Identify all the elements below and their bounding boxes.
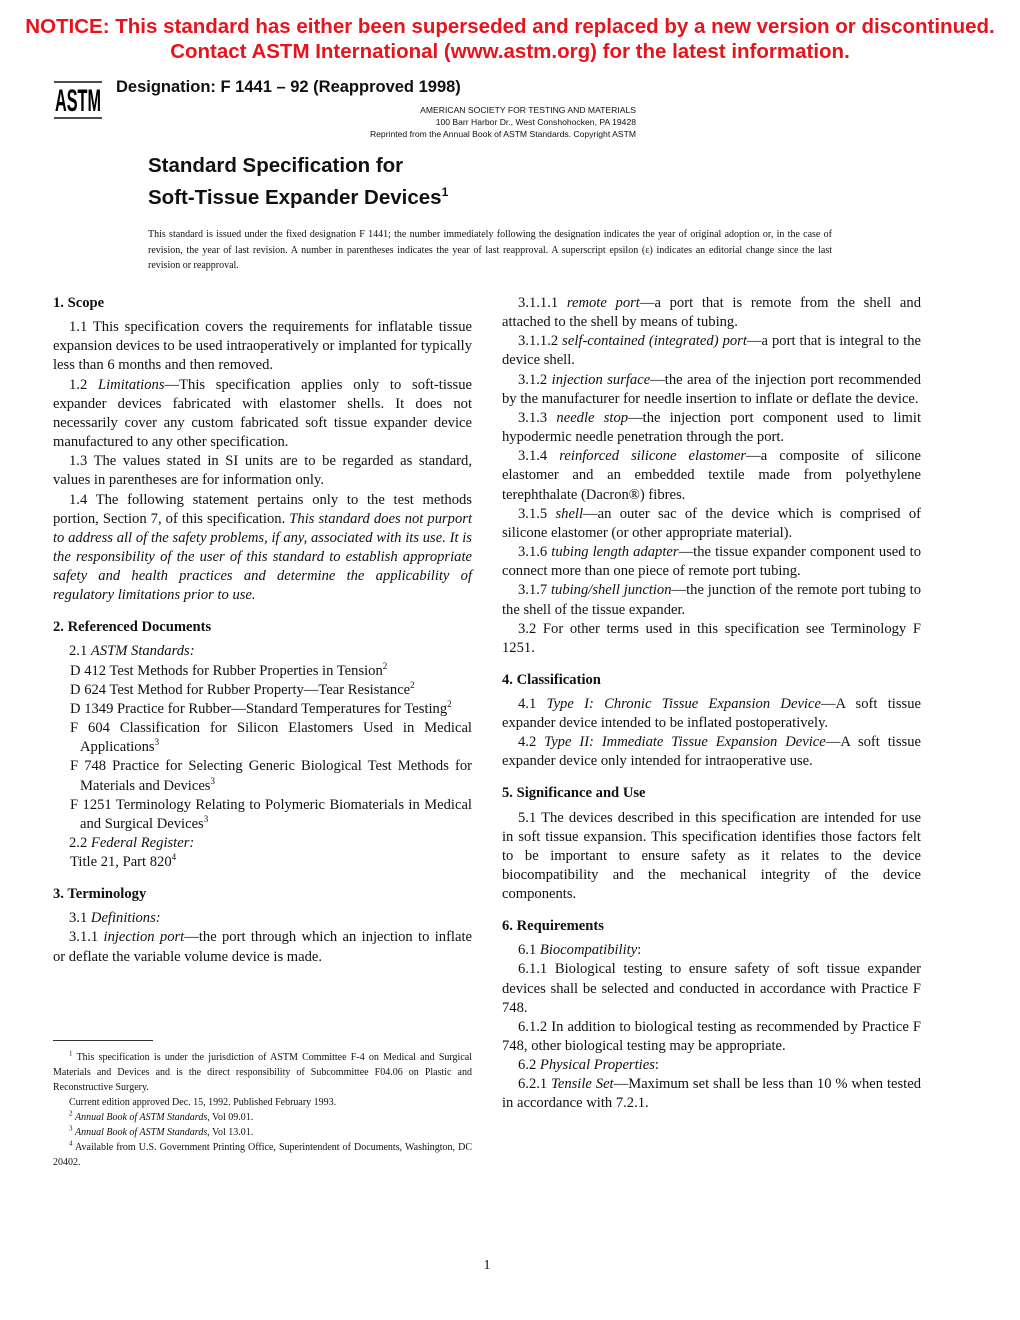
definition-3-1-3: 3.1.3 needle stop—the injection port component used to limit hypodermic needle penetration through the port. xyxy=(502,409,921,446)
reprint-note: Reprinted from the Annual Book of ASTM Standards. Copyright ASTM xyxy=(369,129,636,140)
definition-3-1-1-2: 3.1.1.2 self-contained (integrated) port—a port that is integral to the device shell. xyxy=(502,333,921,369)
definition-3-1-6: 3.1.6 tubing length adapter—the tissue expander component used to connect more than one piece of remote port tubing. xyxy=(502,544,921,580)
reference-title-21: Title 21, Part $820^4$ xyxy=(70,852,177,871)
designation: Designation: F 1441 – 92 (Reapproved 1998) xyxy=(116,78,461,96)
paragraph-3-1: 3.1 Definitions: xyxy=(69,910,161,927)
section-heading-significance: 5. Significance and Use xyxy=(502,785,646,802)
footnote-4: $^4$ Available from U.S. Government Printing Office, Superintendent of Documents, Washington, DC 20402. xyxy=(53,1139,473,1168)
paragraph-6-2: 6.2 Physical Properties: xyxy=(518,1057,659,1074)
paragraph-6-1-2: 6.1.2 In addition to biological testing as recommended by Practice F 748, other biological testing may be appropriate. xyxy=(502,1018,921,1055)
paragraph-3-2: 3.2 For other terms used in this specification see Terminology F 1251. xyxy=(502,620,921,656)
section-heading-referenced-documents: 2. Referenced Documents xyxy=(53,619,212,636)
definition-3-1-4: 3.1.4 reinforced silicone elastomer—a composite of silicone elastomer and an embedded textile made from polyethylene terephthalate (Dacron®) fibres. xyxy=(502,448,921,503)
definition-3-1-7: 3.1.7 tubing/shell junction—the junction of the remote port tubing to the shell of the tissue expander. xyxy=(502,582,921,618)
notice-line-2: Contact ASTM International (www.astm.org) for the latest information. xyxy=(170,40,850,63)
paragraph-5-1: 5.1 The devices described in this specification are intended for use in soft tissue expansion. This specification identifies those factors felt to be important to ensure safety as it relates to the device biocompatibility and the mechanical integrity of the device components. xyxy=(502,809,921,903)
title-line-2: Soft-Tissue Expander Devices xyxy=(148,185,442,209)
paragraph-4-2: 4.2 Type II: Immediate Tissue Expansion Device—A soft tissue expander device only intended for intraoperative use. xyxy=(502,734,921,770)
publisher-name: AMERICAN SOCIETY FOR TESTING AND MATERIALS xyxy=(420,105,636,115)
section-heading-terminology: 3. Terminology xyxy=(53,886,147,903)
paragraph-6-1: 6.1 Biocompatibility: xyxy=(518,942,642,959)
publisher-block xyxy=(300,104,636,141)
paragraph-1-3: 1.3 The values stated in SI units are to be regarded as standard, values in parentheses are for information only. xyxy=(53,453,472,489)
paragraph-1-1: 1.1 This specification covers the requirements for inflatable tissue expansion devices to be used intraoperatively or implanted for typically less than 6 months and then removed. xyxy=(53,319,472,374)
logo-text: ASTM xyxy=(54,83,101,118)
definition-3-1-5: 3.1.5 shell—an outer sac of the device which is comprised of silicone elastomer (or other appropriate material). xyxy=(502,505,921,541)
section-heading-classification: 4. Classification xyxy=(502,671,601,688)
right-column xyxy=(502,294,921,1114)
section-heading-requirements: 6. Requirements xyxy=(502,918,604,935)
astm-logo xyxy=(52,80,104,120)
paragraph-2-1: 2.1 ASTM Standards: xyxy=(69,643,195,660)
reference-item: F 1251 Terminology Relating to Polymeric Biomaterials in Medical and Surgical Devices$^3$ xyxy=(70,796,472,832)
paragraph-1-4: 1.4 The following statement pertains only to the test methods portion, Section 7, of this specification. This standard does not purport to address all of the safety problems, if any, associated with its use. It is the responsibility of the user of this standard to establish appropriate safety and health practices and determine the applicability of regulatory limitations prior to use. xyxy=(53,491,472,604)
issued-note: This standard is issued under the fixed designation F 1441; the number immediately following the designation indicates the year of original adoption or, in the case of revision, the year of last revision. A number in parentheses indicates the year of last reapproval. A superscript epsilon (ε) indicates an editorial change since the last revision or reapproval. xyxy=(148,229,832,272)
definition-3-1-2: 3.1.2 injection surface—the area of the injection port recommended by the manufacturer for needle insertion to inflate or deflate the device. xyxy=(502,371,921,407)
paragraph-1-2: 1.2 Limitations—This specification applies only to soft-tissue expander devices fabricated with elastomer shells. It does not necessarily cover any custom fabricated soft tissue expander device manufactured to any other specification. xyxy=(53,376,473,451)
definition-3-1-1-1: 3.1.1.1 remote port—a port that is remote from the shell and attached to the shell by means of tubing. xyxy=(502,295,921,331)
paragraph-2-2: 2.2 Federal Register: xyxy=(69,835,195,852)
notice-line-1: NOTICE: This standard has either been superseded and replaced by a new version or discontinued. xyxy=(25,15,995,38)
reference-item: D 412 Test Methods for Rubber Properties in Tension$^2$ xyxy=(70,660,388,679)
footnote-rule xyxy=(53,1040,153,1041)
footnote-2: $^2$ Annual Book of ASTM Standards, Vol 09.01. xyxy=(69,1109,254,1123)
definition-3-1-1: 3.1.1 injection port—the port through which an injection to inflate or deflate the variable volume device is made. xyxy=(53,929,473,965)
notice-banner xyxy=(0,14,1020,64)
publisher-address: 100 Barr Harbor Dr., West Conshohocken, PA 19428 xyxy=(435,117,636,128)
left-column xyxy=(53,294,472,967)
paragraph-6-2-1: 6.2.1 Tensile Set—Maximum set shall be less than 10 % when tested in accordance with 7.2.1. xyxy=(502,1076,921,1112)
title-footnote-mark: 1 xyxy=(441,185,449,199)
reference-item: F 604 Classification for Silicon Elastomers Used in Medical Applications$^3$ xyxy=(70,720,472,756)
footnote-3: $^3$ Annual Book of ASTM Standards, Vol 13.01. xyxy=(69,1124,254,1138)
reference-item: D 1349 Practice for Rubber—Standard Temperatures for Testing$^2$ xyxy=(70,699,452,717)
footnotes xyxy=(53,1050,472,1170)
section-heading-scope: 1. Scope xyxy=(53,295,105,311)
footnote-1-edition: Current edition approved Dec. 15, 1992. Published February 1993. xyxy=(69,1097,337,1108)
title-line-1: Standard Specification for xyxy=(148,154,404,177)
paragraph-4-1: 4.1 Type I: Chronic Tissue Expansion Device—A soft tissue expander device intended to be inflated postoperatively. xyxy=(502,695,921,732)
page-number: 1 xyxy=(483,1258,491,1273)
footnote-1: $^1$ This specification is under the jurisdiction of ASTM Committee F-4 on Medical and Surgical Materials and Devices and is the direct responsibility of Subcommittee F04.06 on Plastic and Reconstructive Surgery. xyxy=(53,1049,472,1093)
reference-item: F 748 Practice for Selecting Generic Biological Test Methods for Materials and Devices$^3$ xyxy=(70,758,472,794)
reference-item: D 624 Test Method for Rubber Property—Tear Resistance$^2$ xyxy=(70,679,415,698)
paragraph-6-1-1: 6.1.1 Biological testing to ensure safety of soft tissue expander devices shall be selected and conducted in accordance with Practice F 748. xyxy=(502,961,921,1016)
document-title xyxy=(148,153,448,211)
